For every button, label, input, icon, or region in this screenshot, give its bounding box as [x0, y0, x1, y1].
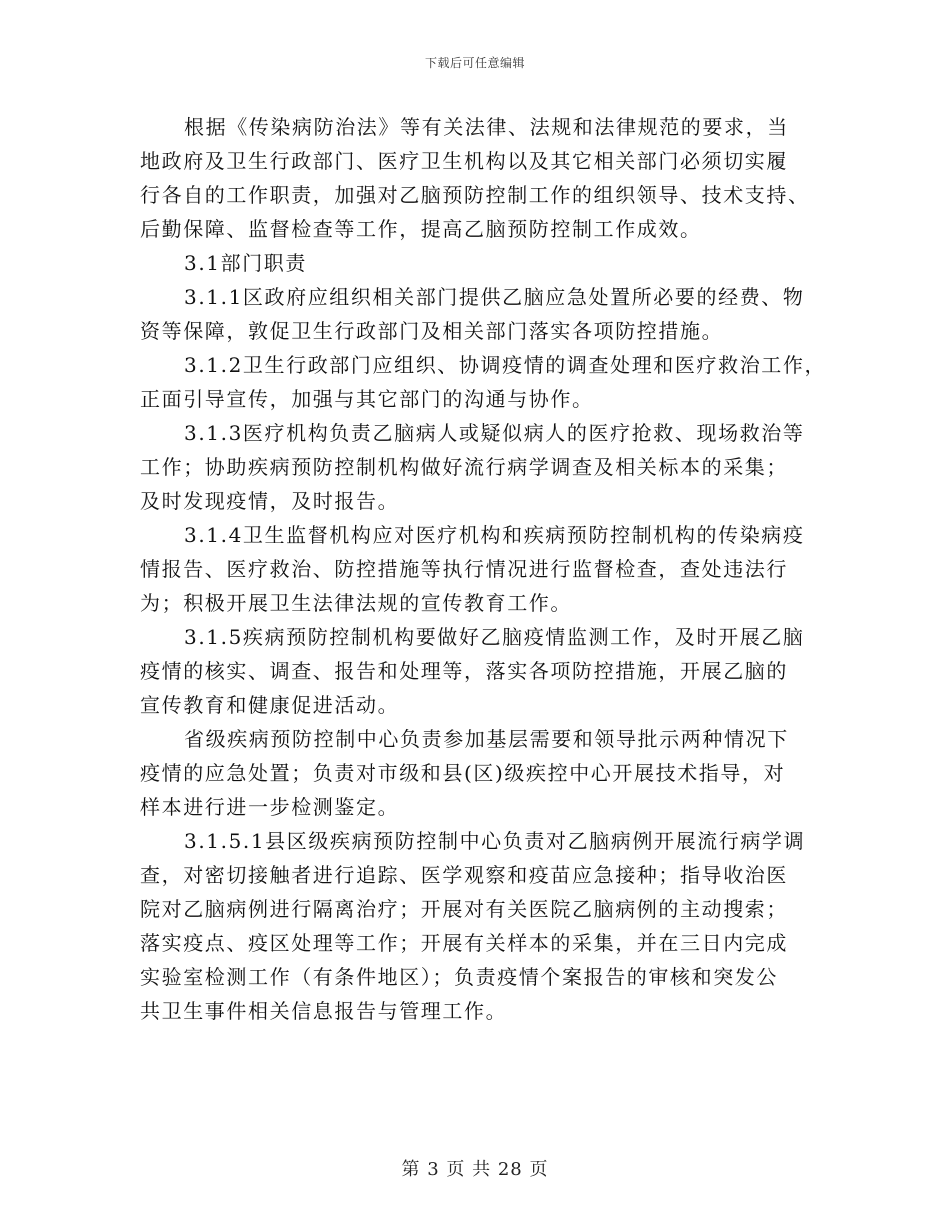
paragraph [140, 416, 830, 518]
paragraph [140, 348, 830, 416]
paragraph [140, 518, 830, 620]
paragraph-line: 3.1.3医疗机构负责乙脑病人或疑似病人的医疗抢救、现场救治等 [184, 421, 805, 445]
paragraph-line: 3.1.2卫生行政部门应组织、协调疫情的调查处理和医疗救治工作， [184, 353, 827, 377]
paragraph-line: 3.1.5疾病预防控制机构要做好乙脑疫情监测工作，及时开展乙脑 [184, 625, 805, 649]
paragraph-line: 情报告、医疗救治、防控措施等执行情况进行监督检查，查处违法行 [140, 557, 788, 581]
paragraph-line: 样本进行进一步检测鉴定。 [140, 795, 400, 819]
page-number-footer: 第 3 页 共 28 页 [401, 1159, 549, 1180]
paragraph-line: 院对乙脑病例进行隔离治疗；开展对有关医院乙脑病例的主动搜索； [140, 897, 788, 921]
paragraph-line: 实验室检测工作（有条件地区）；负责疫情个案报告的审核和突发公 [140, 965, 778, 989]
paragraph-line: 宣传教育和健康促进活动。 [140, 693, 400, 717]
paragraph-line: 落实疫点、疫区处理等工作；开展有关样本的采集，并在三日内完成 [140, 931, 788, 955]
paragraph [140, 824, 830, 1028]
paragraph-line: 行各自的工作职责，加强对乙脑预防控制工作的组织领导、技术支持、 [140, 183, 810, 207]
paragraph-line: 地政府及卫生行政部门、医疗卫生机构以及其它相关部门必须切实履 [140, 149, 788, 173]
paragraph-line: 疫情的核实、调查、报告和处理等，落实各项防控措施，开展乙脑的 [140, 659, 788, 683]
paragraph [140, 280, 830, 348]
paragraph [140, 110, 830, 246]
paragraph-line: 根据《传染病防治法》等有关法律、法规和法律规范的要求，当 [184, 115, 789, 139]
paragraph-line: 为；积极开展卫生法律法规的宣传教育工作。 [140, 591, 572, 615]
paragraph-line: 正面引导宣传，加强与其它部门的沟通与协作。 [140, 387, 594, 411]
paragraph-line: 疫情的应急处置；负责对市级和县(区)级疾控中心开展技术指导，对 [140, 761, 786, 785]
paragraph [140, 722, 830, 824]
paragraph-line: 3.1部门职责 [184, 251, 308, 275]
paragraph-line: 工作；协助疾病预防控制机构做好流行病学调查及相关标本的采集； [140, 455, 788, 479]
paragraph-line: 后勤保障、监督检查等工作，提高乙脑预防控制工作成效。 [140, 217, 702, 241]
paragraph-line: 3.1.5.1县区级疾病预防控制中心负责对乙脑病例开展流行病学调 [184, 829, 806, 853]
paragraph [140, 620, 830, 722]
paragraph-line: 共卫生事件相关信息报告与管理工作。 [140, 999, 508, 1023]
paragraph-line: 省级疾病预防控制中心负责参加基层需要和领导批示两种情况下 [184, 727, 789, 751]
paragraph-line: 资等保障，敦促卫生行政部门及相关部门落实各项防控措施。 [140, 319, 724, 343]
paragraph-line: 查，对密切接触者进行追踪、医学观察和疫苗应急接种；指导收治医 [140, 863, 788, 887]
page-header: 下载后可任意编辑 [424, 56, 525, 70]
paragraph-line: 及时发现疫情，及时报告。 [140, 489, 400, 513]
paragraph [140, 246, 830, 280]
paragraph-line: 3.1.1区政府应组织相关部门提供乙脑应急处置所必要的经费、物 [184, 285, 805, 309]
paragraph-line: 3.1.4卫生监督机构应对医疗机构和疾病预防控制机构的传染病疫 [184, 523, 805, 547]
document-body [140, 110, 830, 1028]
